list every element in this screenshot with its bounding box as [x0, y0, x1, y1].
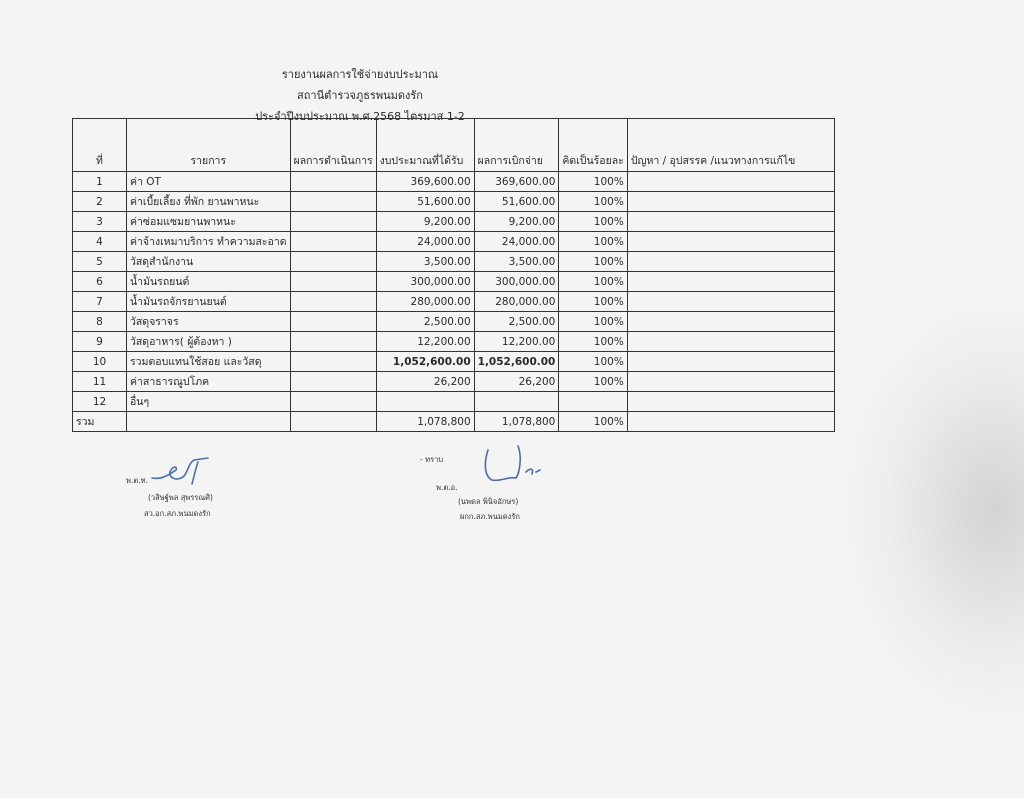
cell-budget: 12,200.00: [376, 332, 474, 352]
cell-item: วัสดุอาหาร( ผู้ต้องหา ): [127, 332, 291, 352]
cell-percent: 100%: [559, 292, 627, 312]
cell-result: [290, 312, 376, 332]
cell-issues: [627, 252, 834, 272]
left-signer-position: สว.อก.สภ.พนมดงรัก: [144, 509, 211, 518]
cell-result: [290, 192, 376, 212]
cell-disbursed: 24,000.00: [474, 232, 559, 252]
table-row: [73, 292, 835, 312]
shadow-overlay: [844, 300, 1024, 720]
right-signer-position: ผกก.สภ.พนมดงรัก: [460, 512, 520, 521]
table-row: [73, 352, 835, 372]
cell-disbursed: 26,200: [474, 372, 559, 392]
cell-percent: 100%: [559, 192, 627, 212]
cell-item: ค่าจ้างเหมาบริการ ทำความสะอาด: [127, 232, 291, 252]
cell-item: ค่าซ่อมแซมยานพาหนะ: [127, 212, 291, 232]
cell-result: [290, 392, 376, 412]
left-signer-name: (วสิษฐ์พล สุพรรณศิ): [148, 493, 213, 502]
cell-percent: 100%: [559, 352, 627, 372]
col-header-result: ผลการดำเนินการ: [290, 119, 376, 172]
cell-budget: 26,200: [376, 372, 474, 392]
cell-item: ค่า OT: [127, 172, 291, 192]
cell-percent: 100%: [559, 212, 627, 232]
cell-disbursed: 51,600.00: [474, 192, 559, 212]
cell-issues: [627, 392, 834, 412]
total-label: รวม: [73, 412, 127, 432]
col-header-issues: ปัญหา / อุปสรรค /แนวทางการแก้ไข: [627, 119, 834, 172]
cell-disbursed: 369,600.00: [474, 172, 559, 192]
right-signer-prefix: พ.ต.อ.: [436, 483, 458, 492]
col-header-disbursed: ผลการเบิกจ่าย: [474, 119, 559, 172]
cell-no: 10: [73, 352, 127, 372]
table-row: [73, 232, 835, 252]
col-header-budget: งบประมาณที่ได้รับ: [376, 119, 474, 172]
cell-disbursed: [474, 392, 559, 412]
cell-no: 2: [73, 192, 127, 212]
cell-percent: 100%: [559, 272, 627, 292]
cell-budget: 1,052,600.00: [376, 352, 474, 372]
cell-disbursed: 2,500.00: [474, 312, 559, 332]
table-row: [73, 332, 835, 352]
cell-item: อื่นๆ: [127, 392, 291, 412]
cell-result: [290, 352, 376, 372]
cell-result: [290, 252, 376, 272]
cell-no: 4: [73, 232, 127, 252]
table-row: [73, 252, 835, 272]
cell-issues: [627, 272, 834, 292]
acknowledge-note: - ทราบ: [420, 455, 444, 464]
cell-result: [290, 332, 376, 352]
cell-no: 11: [73, 372, 127, 392]
cell-result: [290, 372, 376, 392]
cell-no: 6: [73, 272, 127, 292]
col-header-no: ที่: [73, 119, 127, 172]
total-row: [73, 412, 835, 432]
right-signer-name: (นพดล พินิจอักษร): [458, 497, 519, 506]
cell-budget: 280,000.00: [376, 292, 474, 312]
col-header-item: รายการ: [127, 119, 291, 172]
cell-item: ค่าเบี้ยเลี้ยง ที่พัก ยานพาหนะ: [127, 192, 291, 212]
left-signature-block: [120, 452, 260, 522]
total-item: [127, 412, 291, 432]
fiscal-period: ประจำปีงบประมาณ พ.ศ.2568 ไตรมาส 1-2: [255, 110, 465, 123]
cell-budget: 300,000.00: [376, 272, 474, 292]
cell-percent: 100%: [559, 312, 627, 332]
cell-disbursed: 9,200.00: [474, 212, 559, 232]
col-header-percent: คิดเป็นร้อยละ: [559, 119, 627, 172]
total-percent: 100%: [559, 412, 627, 432]
cell-no: 12: [73, 392, 127, 412]
table-row: [73, 312, 835, 332]
total-result: [290, 412, 376, 432]
table-row: [73, 392, 835, 412]
table-row: [73, 272, 835, 292]
cell-issues: [627, 192, 834, 212]
table-row: [73, 172, 835, 192]
cell-percent: [559, 392, 627, 412]
table-row: [73, 372, 835, 392]
cell-percent: 100%: [559, 332, 627, 352]
station-name: สถานีตำรวจภูธรพนมดงรัก: [297, 89, 423, 102]
cell-disbursed: 280,000.00: [474, 292, 559, 312]
cell-issues: [627, 172, 834, 192]
cell-budget: 3,500.00: [376, 252, 474, 272]
cell-issues: [627, 312, 834, 332]
cell-issues: [627, 352, 834, 372]
cell-item: วัสดุสำนักงาน: [127, 252, 291, 272]
cell-no: 1: [73, 172, 127, 192]
table-row: [73, 192, 835, 212]
left-signature-mark: [148, 452, 228, 488]
cell-result: [290, 172, 376, 192]
cell-item: น้ำมันรถจักรยานยนต์: [127, 292, 291, 312]
cell-issues: [627, 332, 834, 352]
cell-budget: 369,600.00: [376, 172, 474, 192]
budget-table: [72, 118, 835, 432]
cell-no: 8: [73, 312, 127, 332]
cell-disbursed: 12,200.00: [474, 332, 559, 352]
cell-no: 5: [73, 252, 127, 272]
cell-disbursed: 1,052,600.00: [474, 352, 559, 372]
cell-budget: 2,500.00: [376, 312, 474, 332]
cell-budget: 24,000.00: [376, 232, 474, 252]
header-row: [73, 119, 835, 172]
total-issues: [627, 412, 834, 432]
table-row: [73, 212, 835, 232]
cell-result: [290, 272, 376, 292]
cell-percent: 100%: [559, 252, 627, 272]
cell-issues: [627, 212, 834, 232]
cell-result: [290, 212, 376, 232]
cell-item: น้ำมันรถยนต์: [127, 272, 291, 292]
cell-budget: [376, 392, 474, 412]
cell-budget: 51,600.00: [376, 192, 474, 212]
cell-no: 9: [73, 332, 127, 352]
left-signer-prefix: พ.ต.ท.: [126, 476, 148, 485]
report-title: รายงานผลการใช้จ่ายงบประมาณ: [281, 68, 439, 81]
cell-percent: 100%: [559, 372, 627, 392]
cell-item: วัสดุจราจร: [127, 312, 291, 332]
cell-percent: 100%: [559, 232, 627, 252]
cell-item: รวมตอบแทนใช้สอย และวัสดุ: [127, 352, 291, 372]
right-signature-mark: [478, 442, 558, 492]
cell-issues: [627, 292, 834, 312]
cell-no: 3: [73, 212, 127, 232]
cell-item: ค่าสาธารณูปโภค: [127, 372, 291, 392]
cell-no: 7: [73, 292, 127, 312]
total-budget: 1,078,800: [376, 412, 474, 432]
cell-disbursed: 300,000.00: [474, 272, 559, 292]
cell-issues: [627, 232, 834, 252]
cell-percent: 100%: [559, 172, 627, 192]
cell-result: [290, 232, 376, 252]
total-disbursed: 1,078,800: [474, 412, 559, 432]
cell-budget: 9,200.00: [376, 212, 474, 232]
cell-issues: [627, 372, 834, 392]
cell-result: [290, 292, 376, 312]
cell-disbursed: 3,500.00: [474, 252, 559, 272]
right-signature-block: [420, 444, 570, 524]
